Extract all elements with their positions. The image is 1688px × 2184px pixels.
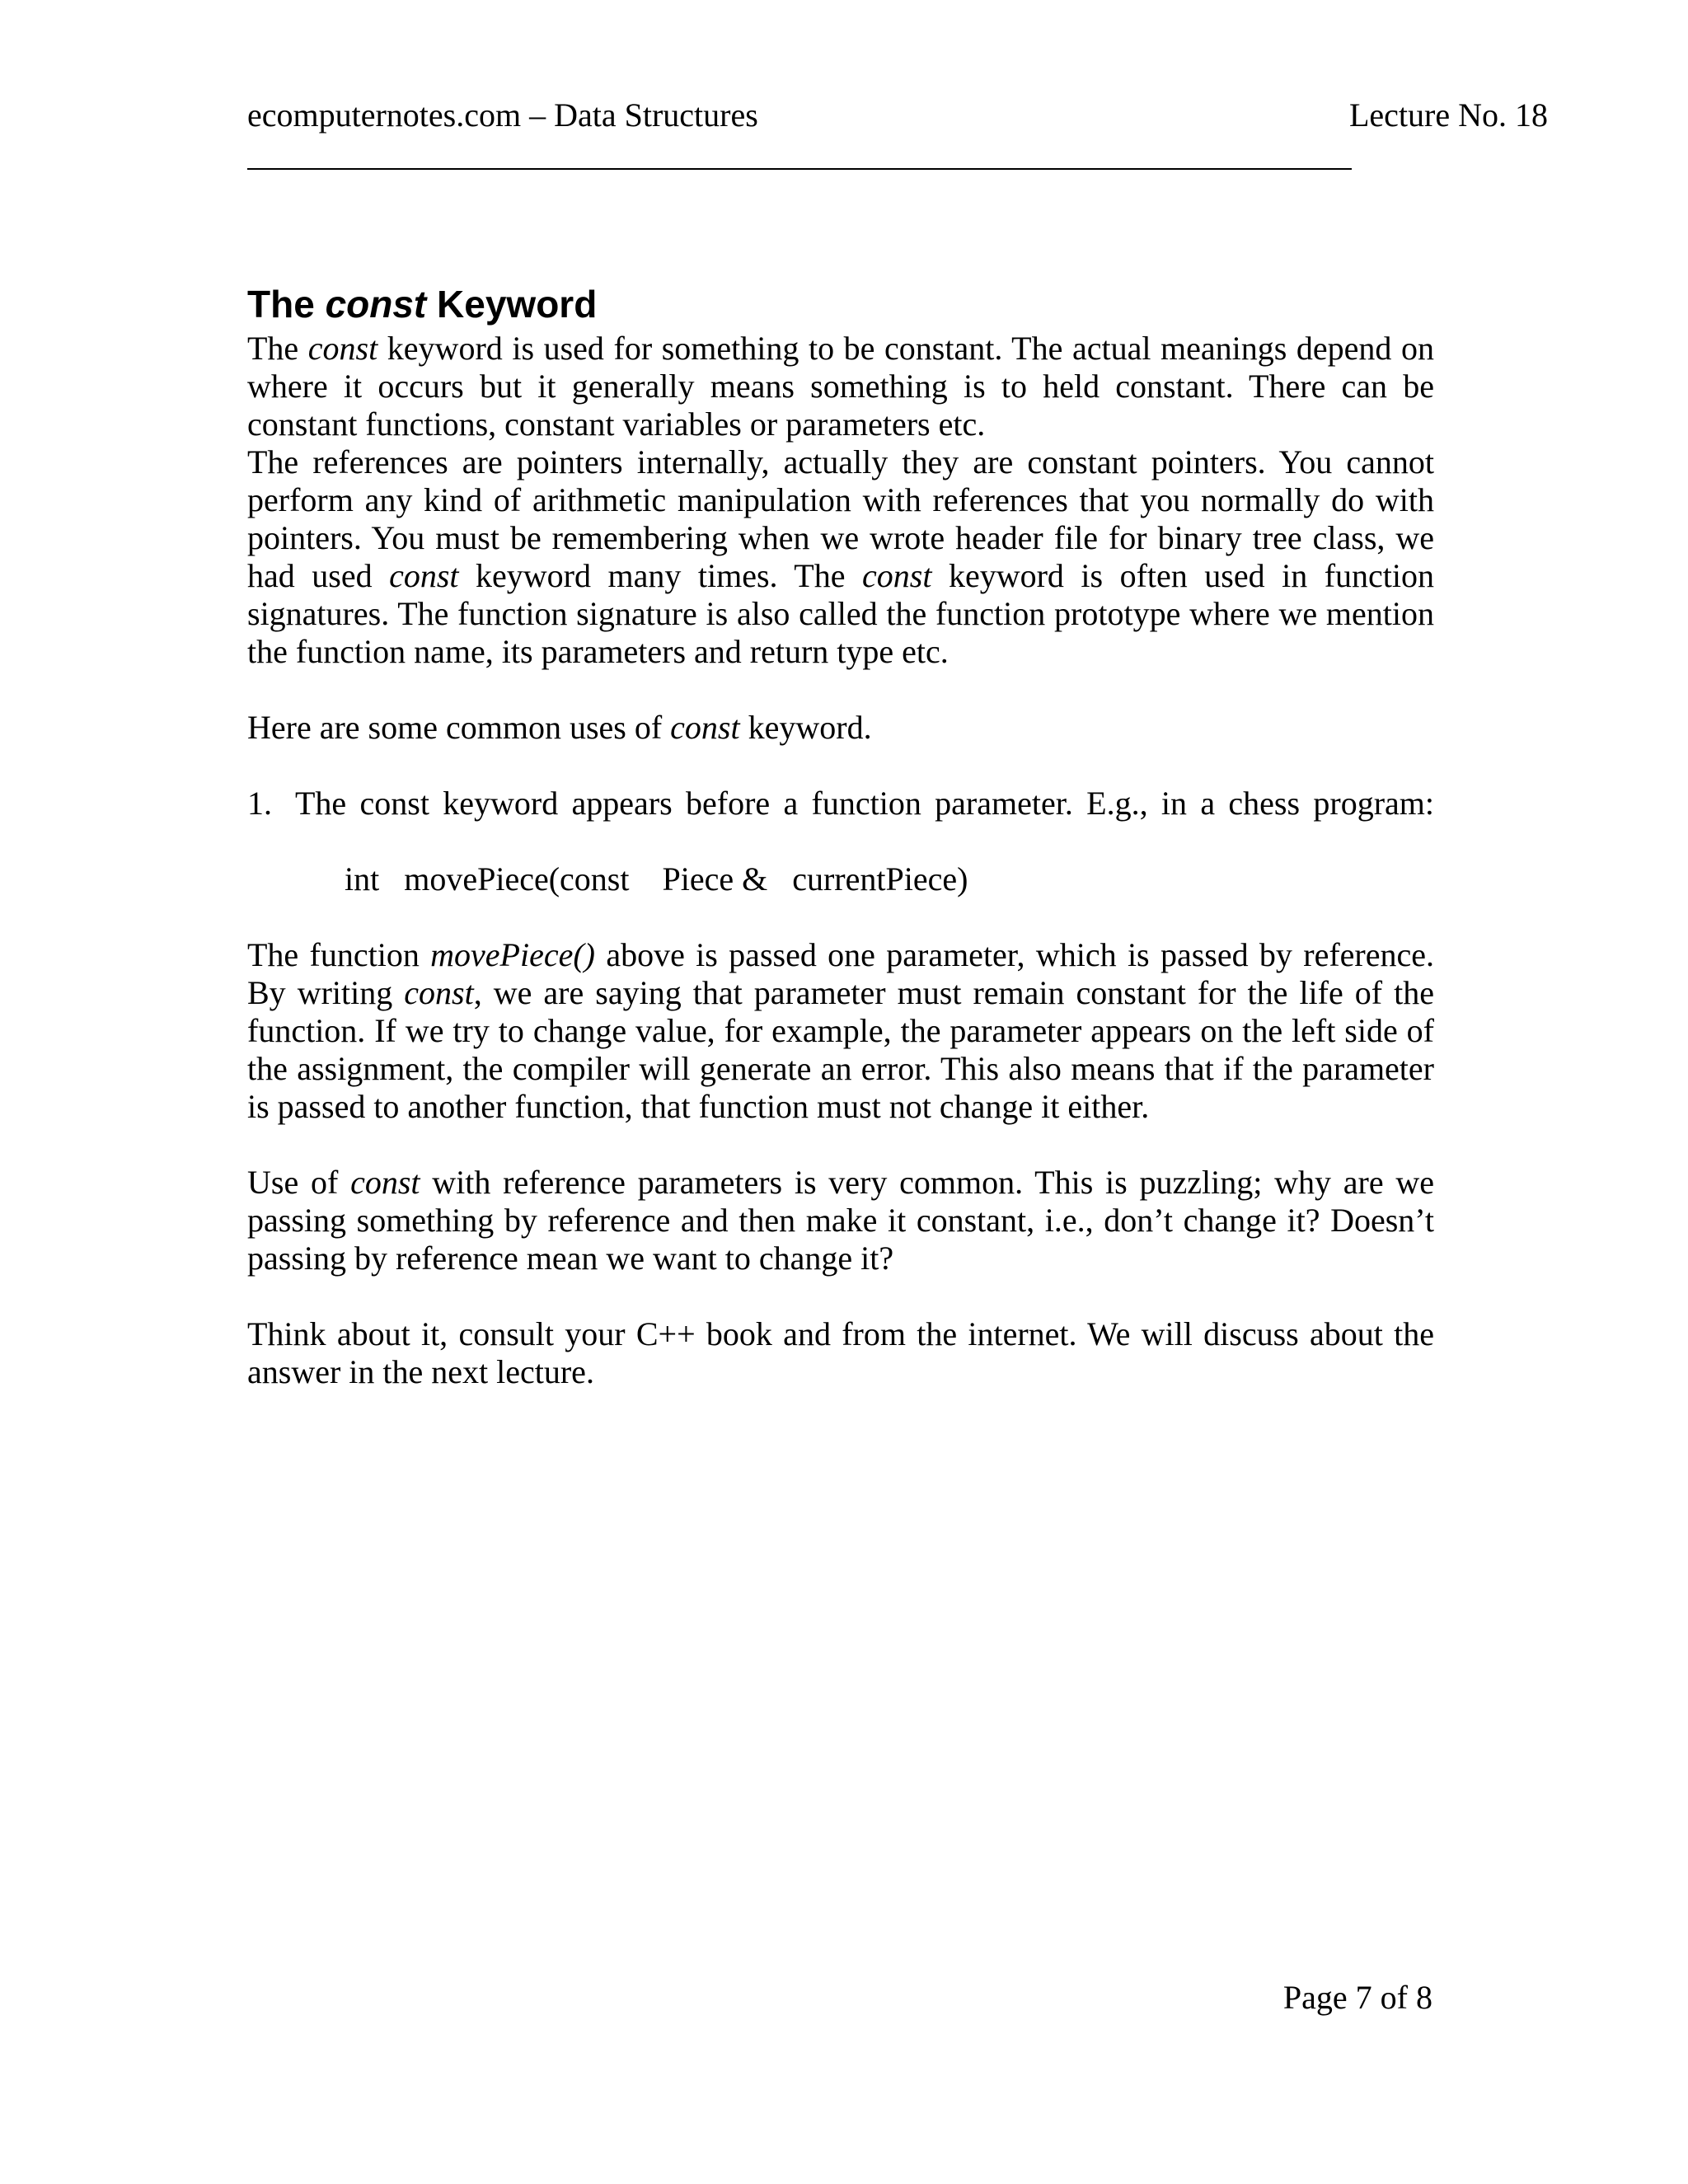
paragraph-common-uses-text-1: Here are some common uses of <box>247 709 671 746</box>
paragraph-spacer <box>247 823 1434 860</box>
paragraph-movepiece-text-3: , we are saying that parameter must remain constant for the life of the function. If we try to change value, for example, the parameter appears on the left side of the assignment, the compiler will generate an error. This also means that if the parameter is passed to another function, that function must not change it either. <box>247 974 1434 1125</box>
paragraph-spacer <box>247 1126 1434 1164</box>
list-item-number: 1. <box>247 785 272 822</box>
paragraph-movepiece <box>247 936 1434 1126</box>
paragraph-spacer <box>247 671 1434 709</box>
list-item-text: The const keyword appears before a function parameter. E.g., in a chess program: <box>295 785 1434 822</box>
paragraph-movepiece-function-name: movePiece() <box>430 936 595 973</box>
paragraph-intro-keyword: const <box>307 330 378 367</box>
paragraph-movepiece-text-1: The function <box>247 936 431 973</box>
paragraph-references <box>247 443 1434 671</box>
paragraph-puzzle-text-2: with reference parameters is very common. This is puzzling; why are we passing something by reference and then make it constant, i.e., don’t change it? Doesn’t passing by reference mean we want to change it? <box>247 1164 1434 1277</box>
paragraph-references-keyword-2: const <box>862 557 932 594</box>
paragraph-common-uses-text-2: keyword. <box>739 709 872 746</box>
list-item <box>247 785 1434 823</box>
paragraph-intro <box>247 330 1434 443</box>
paragraph-references-text-1: The references are pointers internally, actually they are constant pointers. You cannot perform any kind of arithmetic manipulation with references that you normally do with pointers. You must be remembering when we wrote header file for binary tree class, we had used <box>247 443 1434 594</box>
section-title-keyword: const <box>325 283 427 326</box>
page-header-lecture: Lecture No. 18 <box>1348 96 1548 134</box>
paragraph-puzzle-text-1: Use of <box>247 1164 351 1201</box>
paragraph-movepiece-text-2: above is passed one parameter, which is passed by reference. By writing <box>247 936 1434 1011</box>
code-example: int movePiece(const Piece & currentPiece) <box>345 860 968 898</box>
section-title-prefix: The <box>247 283 326 326</box>
paragraph-spacer <box>247 1277 1434 1315</box>
paragraph-closing: Think about it, consult your C++ book and from the internet. We will discuss about the answer in the next lecture. <box>247 1315 1434 1390</box>
paragraph-spacer <box>247 898 1434 936</box>
paragraph-intro-text-2: keyword is used for something to be constant. The actual meanings depend on where it occurs but it generally means something is to held constant. There can be constant functions, constant variables or parameters etc. <box>247 330 1434 443</box>
paragraph-common-uses-keyword: const <box>670 709 740 746</box>
page-number: Page 7 of 8 <box>1282 1979 1432 2016</box>
paragraph-movepiece-keyword: const <box>404 974 474 1011</box>
section-title <box>247 279 1434 330</box>
paragraph-spacer <box>247 747 1434 785</box>
paragraph-references-text-2: keyword many times. The <box>458 557 862 594</box>
paragraph-intro-text-1: The <box>247 330 308 367</box>
page-content <box>247 279 1434 1391</box>
page-header-source: ecomputernotes.com – Data Structures <box>247 96 758 134</box>
paragraph-common-uses <box>247 709 1434 747</box>
section-title-suffix: Keyword <box>426 283 598 326</box>
paragraph-references-keyword-1: const <box>389 557 459 594</box>
paragraph-puzzle <box>247 1164 1434 1277</box>
header-rule <box>247 168 1352 170</box>
paragraph-puzzle-keyword: const <box>350 1164 420 1201</box>
paragraph-references-text-3: keyword is often used in function signatures. The function signature is also called the function prototype where we mention the function name, its parameters and return type etc. <box>247 557 1435 670</box>
